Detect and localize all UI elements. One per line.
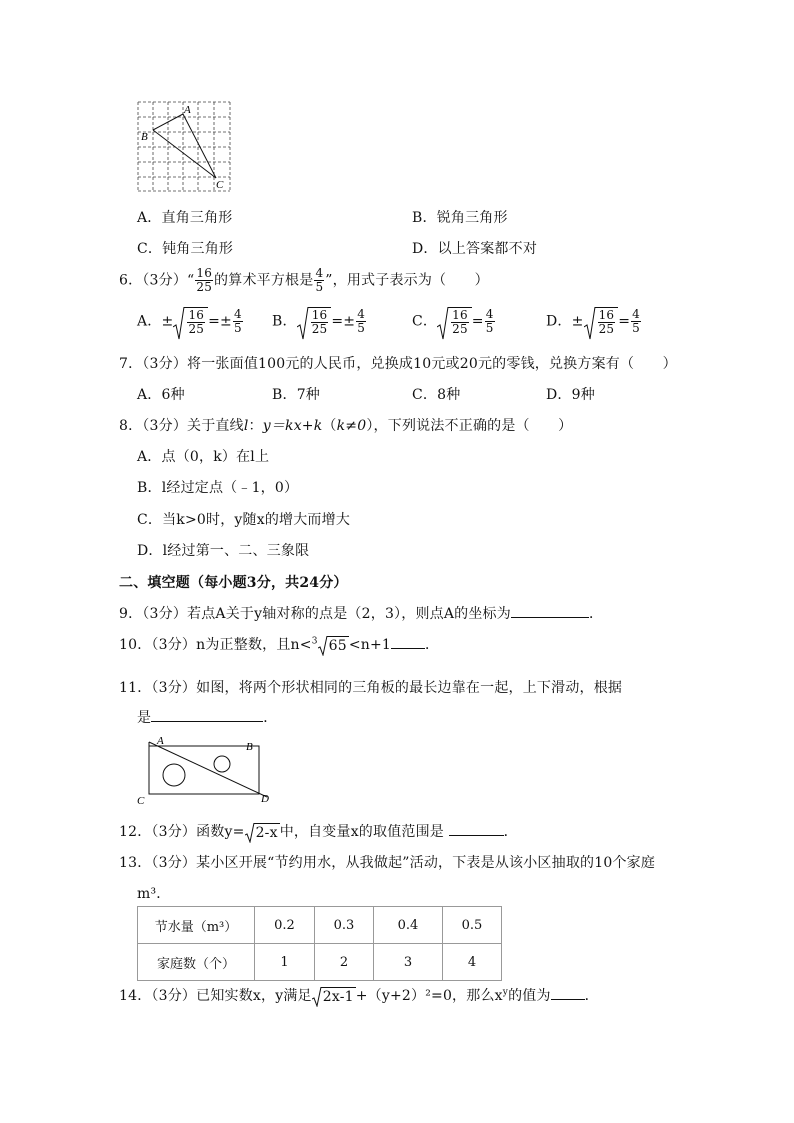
table-cell: 家庭数（个） (138, 944, 255, 981)
fig5-label-a: A (184, 104, 191, 116)
q13-table (137, 906, 502, 981)
question-10: 10．（3分）n为正整数，且n<$^3$ 65 <n+1 ． (119, 634, 439, 654)
q8-option-a[interactable]: A．点（0，k）在l上 (137, 449, 270, 465)
question-7: 7．（3分）将一张面值100元的人民币，兑换成10元或20元的零钱，兑换方案有（ ） (119, 356, 677, 372)
table-row (138, 907, 502, 944)
q7-option-b[interactable]: B．7种 (272, 387, 320, 403)
table-cell: 4 (443, 944, 502, 981)
q10-answer-blank[interactable] (391, 634, 425, 649)
question-13-line2: m³． (137, 886, 171, 902)
q5-option-c[interactable]: C．钝角三角形 (137, 241, 234, 257)
q5-option-d[interactable]: D．以上答案都不对 (412, 241, 538, 257)
table-cell: 0.2 (255, 907, 315, 944)
table-cell: 2 (315, 944, 374, 981)
q8-option-c[interactable]: C．当k>0时，y随x的增大而增大 (137, 512, 351, 528)
fig11-label-a: A (157, 735, 164, 747)
q6-option-a[interactable]: A．± $\frac{16}{25}$ =± $\frac{4}{5}$ (137, 307, 244, 336)
q5-option-a[interactable]: A．直角三角形 (137, 210, 233, 226)
q14-answer-blank[interactable] (551, 985, 585, 1000)
q7-option-a[interactable]: A．6种 (137, 387, 185, 403)
fig11-label-c: C (137, 795, 145, 807)
question-13-line1: 13．（3分）某小区开展“节约用水，从我做起”活动，下表是从该小区抽取的10个家庭 (119, 855, 656, 871)
q6-suffix: ”，用式子表示为（ ） (325, 272, 489, 289)
question-11-line1: 11．（3分）如图，将两个形状相同的三角板的最长边靠在一起，上下滑动，根据 (119, 680, 623, 696)
q8-option-d[interactable]: D．l经过第一、二、三象限 (137, 543, 310, 559)
triangle-abc (153, 114, 216, 178)
q11-answer-blank[interactable] (151, 707, 263, 722)
table-cell: 节水量（m³） (138, 907, 255, 944)
question-6 (119, 267, 489, 294)
q7-option-c[interactable]: C．8种 (412, 387, 461, 403)
q6-answer-fraction: $\frac{4}{5}$ (315, 266, 324, 294)
fig11-label-b: B (246, 741, 253, 753)
q7-option-d[interactable]: D．9种 (546, 387, 595, 403)
fig11-label-d: D (261, 793, 269, 805)
question-12: 12．（3分）函数y= 2-x 中，自变量x的取值范围是 ． (119, 821, 518, 841)
table-cell: 0.5 (443, 907, 502, 944)
q6-option-c[interactable]: C． $\frac{16}{25}$ = $\frac{4}{5}$ (412, 307, 496, 336)
section-2-heading: 二、填空题（每小题3分，共24分） (119, 575, 348, 591)
q8-option-b[interactable]: B．l经过定点（﹣1，0） (137, 480, 299, 496)
question-11-line2: 是 ． (137, 707, 277, 727)
table-cell: 3 (374, 944, 443, 981)
q5-option-b[interactable]: B．锐角三角形 (412, 210, 508, 226)
q6-mid: 的算术平方根是 (214, 272, 314, 289)
table-cell: 1 (255, 944, 315, 981)
q6-option-b[interactable]: B． $\frac{16}{25}$ =± $\frac{4}{5}$ (272, 307, 367, 336)
question-8: 8．（3分）关于直线l：y＝kx+k（k≠0），下列说法不正确的是（ ） (119, 418, 573, 434)
q9-answer-blank[interactable] (511, 603, 589, 618)
table-cell: 0.4 (374, 907, 443, 944)
q12-answer-blank[interactable] (449, 821, 504, 836)
q11-figure (135, 732, 285, 810)
fig5-label-b: B (141, 131, 148, 143)
q6-fraction: $\frac{16}{25}$ (196, 266, 213, 294)
q6-option-d[interactable]: D．± $\frac{16}{25}$ = $\frac{4}{5}$ (546, 307, 642, 336)
question-14: 14．（3分）已知实数x，y满足 2x-1 +（y+2）²=0，那么$x^y$的值为 ． (119, 985, 599, 1005)
question-9: 9．（3分）若点A关于y轴对称的点是（2，3），则点A的坐标为 ． (119, 603, 603, 623)
q6-prefix: 6．（3分）“ (119, 272, 195, 289)
table-row (138, 944, 502, 981)
table-cell: 0.3 (315, 907, 374, 944)
q5-grid-figure (130, 98, 240, 194)
fig5-label-c: C (216, 179, 224, 191)
